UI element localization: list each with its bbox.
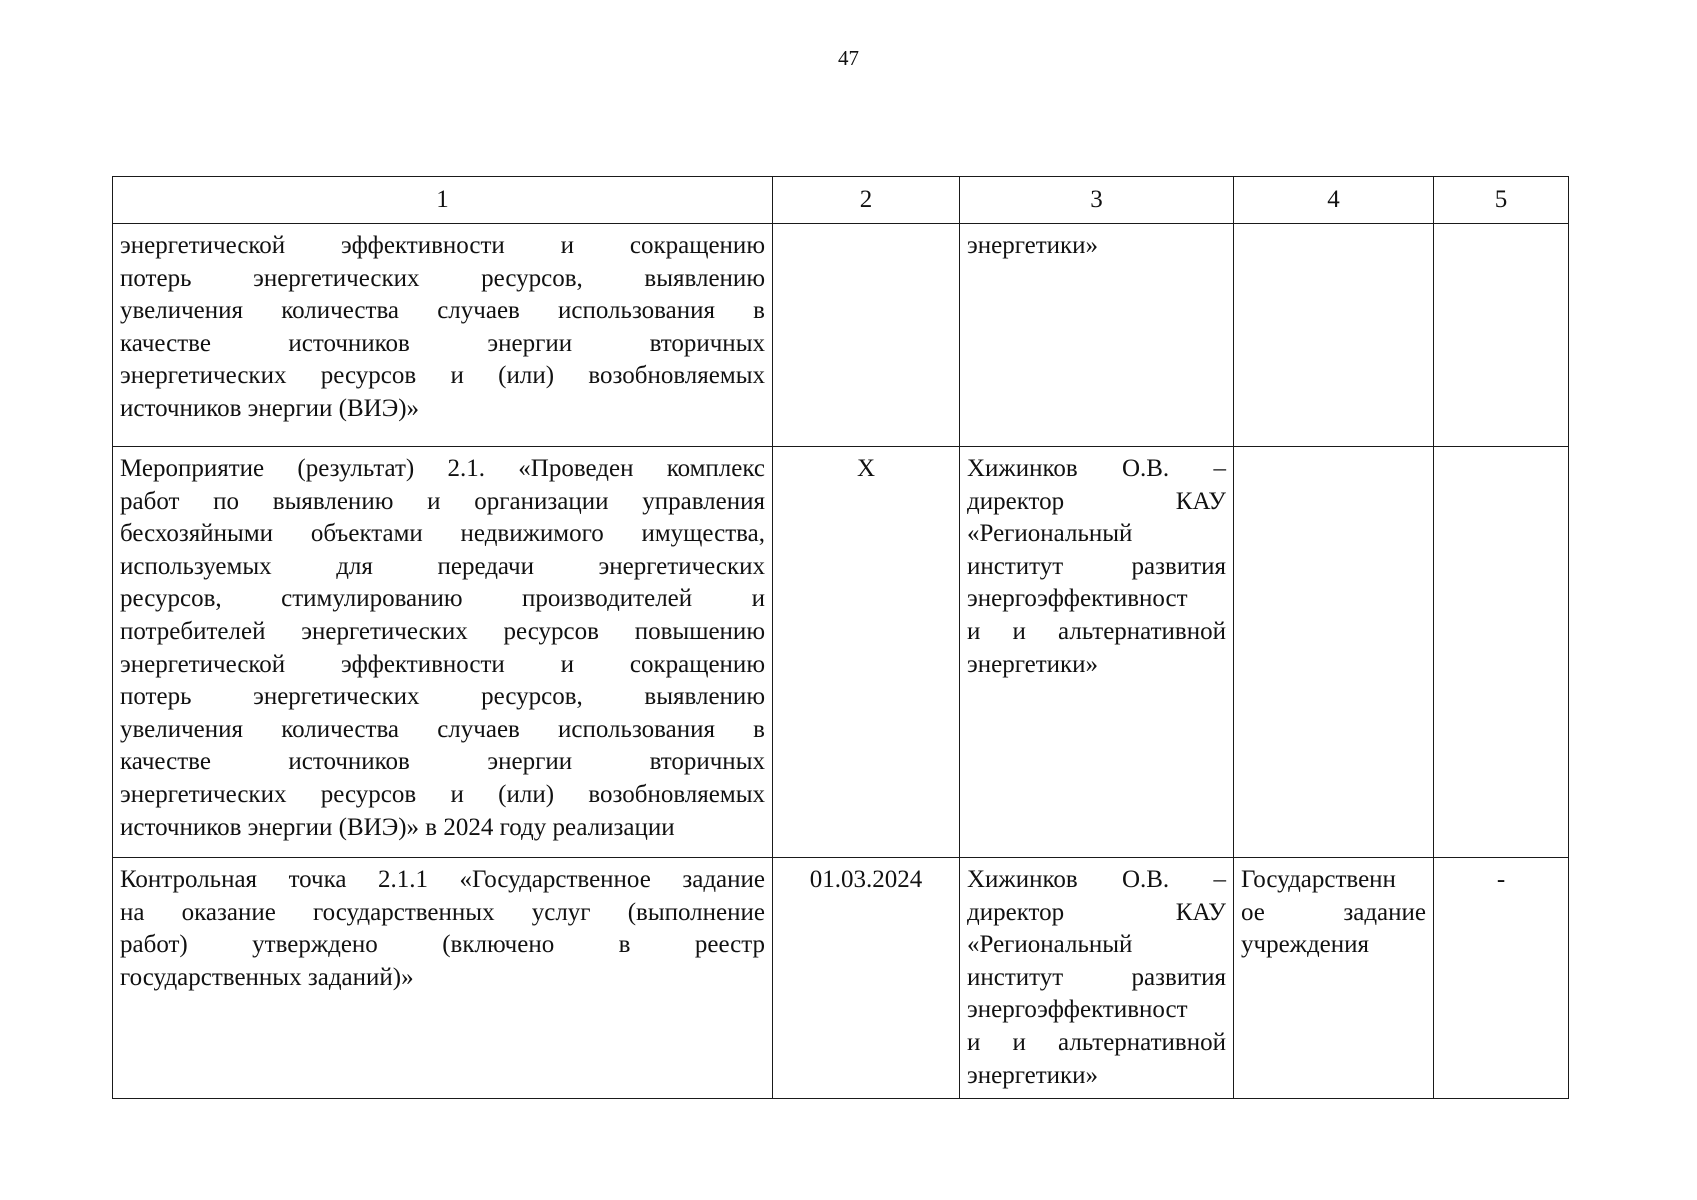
row2-note-cell (1434, 447, 1569, 858)
text-line: «Региональный (967, 931, 1133, 959)
text-line: Хижинков О.В. – (967, 455, 1226, 482)
text-line: энергетики» (967, 232, 1099, 259)
text-line: Мероприятие (результат) 2.1. «Проведен комплекс (120, 455, 765, 482)
row1-description-cell (113, 224, 773, 447)
text-line: и и альтернативной (967, 1028, 1226, 1056)
text-line: качестве источников энергии вторичных (120, 748, 765, 776)
text-line: институт развития (967, 552, 1226, 580)
row1-document-cell (1234, 224, 1434, 447)
text-line: потребителей энергетических ресурсов повышению (120, 617, 765, 645)
text-line: потерь энергетических ресурсов, выявлению (120, 683, 765, 711)
row2-responsible-cell (960, 447, 1234, 858)
plan-table (112, 176, 1569, 1099)
text-line: энергоэффективност (967, 585, 1188, 613)
row2-date-cell: X (773, 447, 960, 858)
text-line: качестве источников энергии вторичных (120, 329, 765, 357)
text-line: Контрольная точка 2.1.1 «Государственное задание (120, 866, 765, 893)
row1-responsible-cell (960, 224, 1234, 447)
text-line: потерь энергетических ресурсов, выявлению (120, 264, 765, 292)
text-line: институт развития (967, 963, 1226, 991)
text-line: источников энергии (ВИЭ)» в 2024 году реализации (120, 813, 675, 841)
table-row (113, 858, 1569, 1099)
text-line: работ) утверждено (включено в реестр (120, 931, 765, 959)
table-row (113, 224, 1569, 447)
row3-description-cell (113, 858, 773, 1099)
header-cell-1: 1 (113, 177, 773, 224)
table-header-row (113, 177, 1569, 224)
row1-note-cell (1434, 224, 1569, 447)
text-line: используемых для передачи энергетических (120, 552, 765, 580)
header-cell-3: 3 (960, 177, 1234, 224)
text-line: ресурсов, стимулированию производителей и (120, 585, 765, 613)
text-line: увеличения количества случаев использования в (120, 297, 765, 325)
row2-description-cell (113, 447, 773, 858)
page-number: 47 (838, 46, 859, 70)
row1-date-cell (773, 224, 960, 447)
header-cell-4: 4 (1234, 177, 1434, 224)
text-line: на оказание государственных услуг (выполнение (120, 898, 765, 926)
table-row (113, 447, 1569, 858)
text-line: учреждения (1241, 931, 1370, 959)
text-line: источников энергии (ВИЭ)» (120, 394, 420, 422)
text-line: государственных заданий)» (120, 963, 414, 991)
text-line: бесхозяйными объектами недвижимого имущества, (120, 520, 765, 548)
text-line: увеличения количества случаев использования в (120, 715, 765, 743)
row2-document-cell (1234, 447, 1434, 858)
text-line: энергетики» (967, 650, 1099, 678)
text-line: энергетики» (967, 1061, 1099, 1089)
text-line: энергетической эффективности и сокращению (120, 650, 765, 678)
row3-date-cell: 01.03.2024 (773, 858, 960, 1099)
header-cell-5: 5 (1434, 177, 1569, 224)
text-line: ое задание (1241, 898, 1426, 926)
row3-note-cell: - (1434, 858, 1569, 1099)
row3-document-cell (1234, 858, 1434, 1099)
row3-responsible-cell (960, 858, 1234, 1099)
text-line: и и альтернативной (967, 617, 1226, 645)
text-line: работ по выявлению и организации управления (120, 487, 765, 515)
text-line: директор КАУ (967, 898, 1226, 926)
text-line: Государственн (1241, 866, 1396, 893)
text-line: энергетических ресурсов и (или) возобновляемых (120, 362, 765, 390)
text-line: «Региональный (967, 520, 1133, 548)
text-line: энергоэффективност (967, 996, 1188, 1024)
text-line: директор КАУ (967, 487, 1226, 515)
text-line: энергетических ресурсов и (или) возобновляемых (120, 780, 765, 808)
text-line: Хижинков О.В. – (967, 866, 1226, 893)
text-line: энергетической эффективности и сокращению (120, 232, 765, 259)
header-cell-2: 2 (773, 177, 960, 224)
